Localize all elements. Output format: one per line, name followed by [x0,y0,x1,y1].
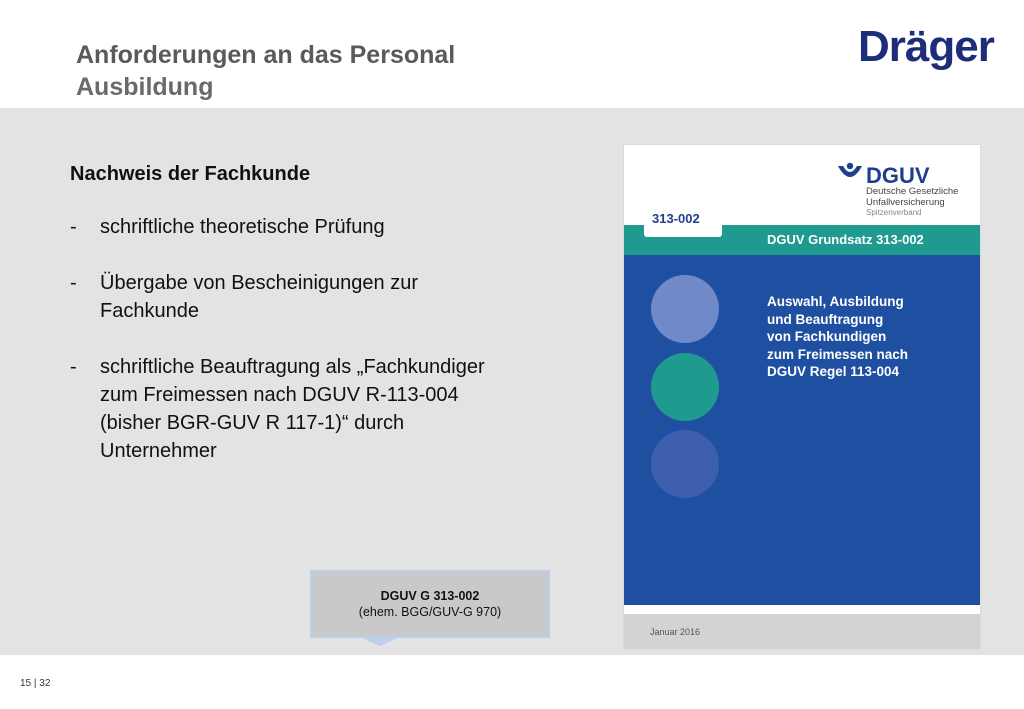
draeger-logo: Dräger [858,22,994,71]
decorative-circle [651,430,719,498]
dguv-org-name: Deutsche Gesetzliche Unfallversicherung [866,186,959,208]
document-heading: Auswahl, Ausbildung und Beauftragung von Fachkundigen zum Freimessen nach DGUV Regel 113-004 [767,294,909,379]
document-date: Januar 2016 [650,627,701,637]
dguv-org-sub: Spitzenverband [866,208,922,217]
bullet-text: Übergabe von Bescheinigungen zur Fachkunde [100,272,418,322]
callout-subtitle: (ehem. BGG/GUV-G 970) [358,605,502,619]
bullet-text: schriftliche theoretische Prüfung [100,216,385,238]
callout-box [310,570,550,638]
slide-header [0,0,1024,108]
document-band-title: DGUV Grundsatz 313-002 [767,232,924,247]
bullet-dash: - [70,272,77,294]
decorative-circle [651,353,719,421]
slide-title: Anforderungen an das Personal [76,41,456,69]
bullet-text: schriftliche Beauftragung als „Fachkundiger zum Freimessen nach DGUV R-113-004 (bisher BGR-GUV R 117-1)“ durch Unternehmer [100,356,485,462]
callout-pointer [360,637,400,646]
page-number: 15 | 32 [20,678,51,689]
document-code-tab: 313-002 [644,205,722,237]
bullet-item [70,353,590,465]
bullet-item [70,213,590,241]
bullet-dash: - [70,216,77,238]
content-block [70,163,590,493]
bullet-item [70,269,590,325]
bullet-dash: - [70,356,77,378]
decorative-circle [651,275,719,343]
callout-title: DGUV G 313-002 [380,589,480,603]
dguv-logo-icon [836,162,864,184]
slide-subtitle: Ausbildung [76,73,214,101]
content-heading: Nachweis der Fachkunde [70,163,311,185]
document-cover-image [624,145,980,649]
dguv-brand: DGUV [866,163,930,188]
